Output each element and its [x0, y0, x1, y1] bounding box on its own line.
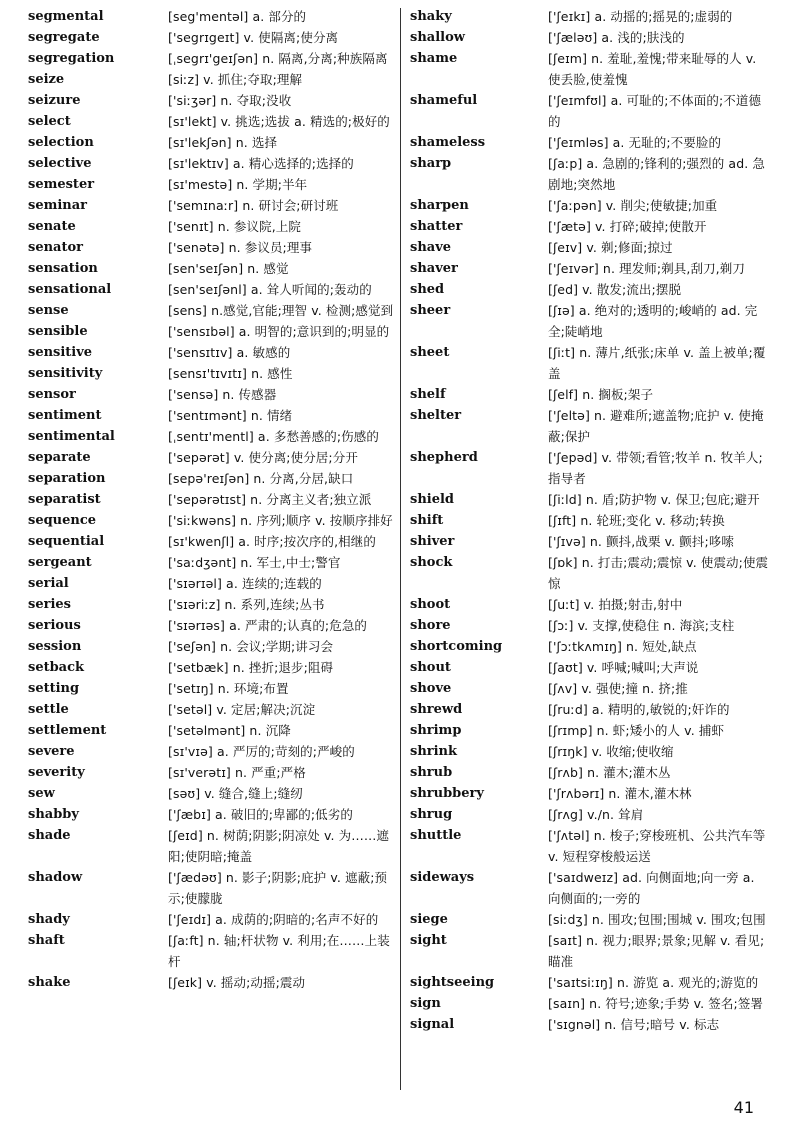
dictionary-entry: [28, 762, 400, 783]
dictionary-entry: [28, 867, 400, 909]
dictionary-entry: [28, 300, 400, 321]
dictionary-entry: [410, 489, 770, 510]
definition: [sɪ'mestə] n. 学期;半年: [168, 177, 308, 192]
headword: shed: [410, 282, 445, 297]
headword: sentiment: [28, 408, 102, 423]
headword: sightseeing: [410, 975, 495, 990]
headword: shield: [410, 492, 455, 507]
definition: [sɪ'vɪə] a. 严厉的;苛刻的;严峻的: [168, 744, 355, 759]
dictionary-entry: [28, 972, 400, 993]
headword: shaft: [28, 933, 65, 948]
definition: ['semɪnaːr] n. 研讨会;研讨班: [168, 198, 339, 213]
dictionary-entry: [410, 216, 770, 237]
definition: [ʃaːft] n. 轴;杆状物 v. 利用;在……上装杆: [168, 933, 390, 969]
headword: sensitivity: [28, 366, 103, 381]
headword: sideways: [410, 870, 475, 885]
definition: ['sensə] n. 传感器: [168, 387, 277, 402]
dictionary-entry: [28, 132, 400, 153]
dictionary-entry: [410, 720, 770, 741]
definition: ['ʃædəʊ] n. 影子;阴影;庇护 v. 遮蔽;预示;使朦胧: [168, 870, 388, 906]
dictionary-entry: [28, 741, 400, 762]
headword: sensation: [28, 261, 98, 276]
dictionary-entry: [410, 300, 770, 342]
dictionary-entry: [28, 258, 400, 279]
headword: sharp: [410, 156, 452, 171]
dictionary-entry: [28, 825, 400, 867]
definition: ['ʃaːpən] v. 削尖;使敏捷;加重: [548, 198, 718, 213]
definition: [ʃrʌb] n. 灌木;灌木丛: [548, 765, 671, 780]
headword: signal: [410, 1017, 455, 1032]
definition: ['sepərət] v. 使分离;使分居;分开: [168, 450, 358, 465]
definition: [ˌsegrɪ'geɪʃən] n. 隔离,分离;种族隔离: [168, 51, 388, 66]
headword: separatist: [28, 492, 101, 507]
definition: [ʃrɪŋk] v. 收缩;使收缩: [548, 744, 674, 759]
definition: [ʃaʊt] v. 呼喊;喊叫;大声说: [548, 660, 699, 675]
definition: ['senətə] n. 参议员;理事: [168, 240, 313, 255]
definition: [ʃelf] n. 搁板;架子: [548, 387, 654, 402]
headword: sharpen: [410, 198, 469, 213]
definition: [ʃuːt] v. 拍摄;射击,射中: [548, 597, 683, 612]
definition: ['ʃɪvə] n. 颤抖,战栗 v. 颤抖;哆嗦: [548, 534, 734, 549]
definition: ['segrɪgeɪt] v. 使隔离;使分离: [168, 30, 339, 45]
headword: seminar: [28, 198, 88, 213]
headword: shrink: [410, 744, 458, 759]
column-divider: [400, 8, 401, 1090]
definition: ['sɪərɪəs] a. 严肃的;认真的;危急的: [168, 618, 368, 633]
definition: [sen'seɪʃən] n. 感觉: [168, 261, 289, 276]
definition: ['sepərətɪst] n. 分离主义者;独立派: [168, 492, 372, 507]
headword: series: [28, 597, 71, 612]
definition: [sen'seɪʃənl] a. 耸人听闻的;轰动的: [168, 282, 372, 297]
dictionary-entry: [410, 258, 770, 279]
definition: [sɪ'lekt] v. 挑选;选拔 a. 精选的;极好的: [168, 114, 390, 129]
definition: [sepə'reɪʃən] n. 分离,分居,缺口: [168, 471, 354, 486]
dictionary-entry: [28, 279, 400, 300]
definition: [səʊ] v. 缝合,缝上;缝纫: [168, 786, 303, 801]
dictionary-entry: [410, 699, 770, 720]
definition: [ʃed] v. 散发;流出;摆脱: [548, 282, 682, 297]
dictionary-entry: [410, 195, 770, 216]
definition: [ʃeɪd] n. 树荫;阴影;阴凉处 v. 为……遮阳;使阴暗;掩盖: [168, 828, 390, 864]
definition: [seg'mentəl] a. 部分的: [168, 9, 307, 24]
dictionary-entry: [410, 867, 770, 909]
dictionary-entry: [410, 804, 770, 825]
dictionary-entry: [28, 699, 400, 720]
headword: shrubbery: [410, 786, 484, 801]
definition: [ʃeɪv] v. 剃;修面;掠过: [548, 240, 673, 255]
dictionary-entry: [410, 909, 770, 930]
definition: [ʃɪft] n. 轮班;变化 v. 移动;转换: [548, 513, 725, 528]
headword: shore: [410, 618, 451, 633]
headword: siege: [410, 912, 448, 927]
definition: ['ʃæbɪ] a. 破旧的;卑鄙的;低劣的: [168, 807, 353, 822]
definition: ['setəlmənt] n. 沉降: [168, 723, 291, 738]
headword: shameless: [410, 135, 486, 150]
dictionary-entry: [28, 594, 400, 615]
dictionary-entry: [410, 384, 770, 405]
dictionary-entry: [28, 48, 400, 69]
headword: sergeant: [28, 555, 92, 570]
dictionary-entry: [28, 552, 400, 573]
dictionary-entry: [28, 678, 400, 699]
dictionary-entry: [410, 132, 770, 153]
definition: [ʃʌv] v. 强使;撞 n. 挤;推: [548, 681, 688, 696]
dictionary-entry: [28, 195, 400, 216]
dictionary-entry: [28, 90, 400, 111]
dictionary-entry: [410, 993, 770, 1014]
headword: shaver: [410, 261, 458, 276]
definition: ['seʃən] n. 会议;学期;讲习会: [168, 639, 334, 654]
headword: segregate: [28, 30, 100, 45]
headword: segregation: [28, 51, 115, 66]
dictionary-entry: [28, 615, 400, 636]
headword: separation: [28, 471, 106, 486]
definition: [ʃeɪk] v. 摇动;动摇;震动: [168, 975, 306, 990]
headword: shade: [28, 828, 71, 843]
headword: shoot: [410, 597, 451, 612]
dictionary-entry: [410, 1014, 770, 1035]
headword: sheer: [410, 303, 451, 318]
definition: ['ʃæləʊ] a. 浅的;肤浅的: [548, 30, 685, 45]
headword: sentimental: [28, 429, 115, 444]
dictionary-entry: [410, 447, 770, 489]
dictionary-entry: [410, 279, 770, 300]
dictionary-entry: [410, 636, 770, 657]
headword: sign: [410, 996, 441, 1011]
definition: [ʃrɪmp] n. 虾;矮小的人 v. 捕虾: [548, 723, 725, 738]
headword: shiver: [410, 534, 455, 549]
dictionary-entry: [410, 153, 770, 195]
headword: shatter: [410, 219, 463, 234]
headword: shrug: [410, 807, 453, 822]
definition: ['setbæk] n. 挫折;退步;阻碍: [168, 660, 334, 675]
headword: serial: [28, 576, 69, 591]
dictionary-entry: [28, 930, 400, 972]
dictionary-entry: [28, 27, 400, 48]
definition: [ʃruːd] a. 精明的,敏锐的;奸诈的: [548, 702, 730, 717]
definition: [ʃɔː] v. 支撑,使稳住 n. 海滨;支柱: [548, 618, 735, 633]
definition: [ˌsentɪ'mentl] a. 多愁善感的;伤感的: [168, 429, 379, 444]
definition: [siːz] v. 抓住;夺取;理解: [168, 72, 303, 87]
definition: ['ʃeɪkɪ] a. 动摇的;摇晃的;虚弱的: [548, 9, 733, 24]
definition: ['ʃɔːtkʌmɪŋ] n. 短处,缺点: [548, 639, 697, 654]
headword: shake: [28, 975, 71, 990]
headword: separate: [28, 450, 91, 465]
dictionary-entry: [410, 531, 770, 552]
definition: ['saɪtsiːɪŋ] n. 游览 a. 观光的;游览的: [548, 975, 759, 990]
headword: shameful: [410, 93, 478, 108]
headword: sheet: [410, 345, 450, 360]
definition: ['ʃepəd] v. 带领;看管;牧羊 n. 牧羊人;指导者: [548, 450, 763, 486]
dictionary-entry: [410, 741, 770, 762]
definition: ['ʃeɪvər] n. 理发师;剃具,刮刀,剃刀: [548, 261, 745, 276]
headword: shave: [410, 240, 452, 255]
definition: ['senɪt] n. 参议院,上院: [168, 219, 301, 234]
definition: [ʃiːt] n. 薄片,纸张;床单 v. 盖上被单;覆盖: [548, 345, 766, 381]
definition: [ʃeɪm] n. 羞耻,羞愧;带来耻辱的人 v. 使丢脸,使羞愧: [548, 51, 757, 87]
definition: ['sentɪmənt] n. 情绪: [168, 408, 293, 423]
definition: ['sensɪtɪv] a. 敏感的: [168, 345, 291, 360]
headword: setback: [28, 660, 85, 675]
headword: severity: [28, 765, 85, 780]
dictionary-entry: [28, 531, 400, 552]
definition: [ʃrʌg] v./n. 耸肩: [548, 807, 644, 822]
definition: ['saɪdweɪz] ad. 向侧面地;向一旁 a. 向侧面的;一旁的: [548, 870, 755, 906]
left-column: [28, 6, 400, 993]
right-column: [410, 6, 770, 1035]
dictionary-entry: [410, 972, 770, 993]
dictionary-entry: [410, 27, 770, 48]
dictionary-entry: [28, 174, 400, 195]
dictionary-entry: [28, 804, 400, 825]
headword: serious: [28, 618, 81, 633]
dictionary-entry: [28, 237, 400, 258]
definition: ['setɪŋ] n. 环境;布置: [168, 681, 289, 696]
dictionary-entry: [28, 657, 400, 678]
definition: [ʃaːp] a. 急剧的;锋利的;强烈的 ad. 急剧地;突然地: [548, 156, 765, 192]
dictionary-entry: [28, 573, 400, 594]
definition: ['ʃeɪdɪ] a. 成荫的;阴暗的;名声不好的: [168, 912, 379, 927]
definition: ['sɪgnəl] n. 信号;暗号 v. 标志: [548, 1017, 720, 1032]
dictionary-entry: [28, 426, 400, 447]
definition: ['saːdʒənt] n. 军士,中士;警官: [168, 555, 341, 570]
headword: shabby: [28, 807, 79, 822]
definition: ['setəl] v. 定居;解决;沉淀: [168, 702, 316, 717]
headword: sensible: [28, 324, 88, 339]
dictionary-entry: [410, 930, 770, 972]
headword: select: [28, 114, 71, 129]
definition: [sensɪ'tɪvɪtɪ] n. 感性: [168, 366, 293, 381]
definition: [ʃɪə] a. 绝对的;透明的;峻峭的 ad. 完全;陡峭地: [548, 303, 758, 339]
headword: seizure: [28, 93, 81, 108]
dictionary-entry: [410, 825, 770, 867]
dictionary-entry: [28, 447, 400, 468]
dictionary-entry: [28, 510, 400, 531]
dictionary-entry: [28, 720, 400, 741]
headword: shrewd: [410, 702, 463, 717]
definition: ['ʃeɪmləs] a. 无耻的;不要脸的: [548, 135, 722, 150]
definition: ['sɪərɪəl] a. 连续的;连载的: [168, 576, 322, 591]
dictionary-entry: [28, 363, 400, 384]
dictionary-entry: [410, 90, 770, 132]
definition: [sɪ'lekʃən] n. 选择: [168, 135, 278, 150]
dictionary-entry: [410, 6, 770, 27]
dictionary-entry: [28, 384, 400, 405]
page-number: 41: [733, 1098, 754, 1117]
dictionary-entry: [28, 342, 400, 363]
headword: seize: [28, 72, 65, 87]
dictionary-entry: [28, 468, 400, 489]
definition: [siːdʒ] n. 围攻;包围;围城 v. 围攻;包围: [548, 912, 766, 927]
dictionary-entry: [28, 489, 400, 510]
headword: session: [28, 639, 82, 654]
dictionary-entry: [410, 657, 770, 678]
definition: [saɪn] n. 符号;迹象;手势 v. 签名;签署: [548, 996, 764, 1011]
dictionary-entry: [410, 594, 770, 615]
headword: setting: [28, 681, 80, 696]
dictionary-entry: [410, 342, 770, 384]
headword: selection: [28, 135, 94, 150]
headword: senate: [28, 219, 76, 234]
definition: [sɪ'kwenʃl] a. 时序;按次序的,相继的: [168, 534, 376, 549]
dictionary-entry: [28, 783, 400, 804]
definition: [ʃɒk] n. 打击;震动;震惊 v. 使震动;使震惊: [548, 555, 769, 591]
headword: segmental: [28, 9, 104, 24]
dictionary-entry: [28, 405, 400, 426]
headword: shelf: [410, 387, 446, 402]
dictionary-entry: [28, 909, 400, 930]
dictionary-entry: [410, 405, 770, 447]
dictionary-entry: [28, 636, 400, 657]
dictionary-entry: [28, 6, 400, 27]
headword: shove: [410, 681, 452, 696]
headword: semester: [28, 177, 95, 192]
definition: [sɪ'verətɪ] n. 严重;严格: [168, 765, 306, 780]
definition: [sɪ'lektɪv] a. 精心选择的;选择的: [168, 156, 354, 171]
headword: shrub: [410, 765, 453, 780]
dictionary-entry: [28, 321, 400, 342]
dictionary-entry: [28, 216, 400, 237]
headword: shame: [410, 51, 458, 66]
dictionary-entry: [410, 510, 770, 531]
dictionary-entry: [410, 615, 770, 636]
headword: shock: [410, 555, 453, 570]
headword: sensor: [28, 387, 76, 402]
headword: shuttle: [410, 828, 462, 843]
headword: shadow: [28, 870, 83, 885]
headword: sensational: [28, 282, 112, 297]
headword: severe: [28, 744, 75, 759]
definition: ['ʃʌtəl] n. 梭子;穿梭班机、公共汽车等 v. 短程穿梭般运送: [548, 828, 766, 864]
dictionary-entry: [410, 552, 770, 594]
dictionary-entry: [410, 762, 770, 783]
headword: sense: [28, 303, 69, 318]
definition: ['ʃeɪmfʊl] a. 可耻的;不体面的;不道德的: [548, 93, 762, 129]
definition: ['siːkwəns] n. 序列;顺序 v. 按顺序排好: [168, 513, 393, 528]
headword: shady: [28, 912, 70, 927]
dictionary-entry: [28, 153, 400, 174]
definition: ['ʃrʌbərɪ] n. 灌木,灌木林: [548, 786, 692, 801]
dictionary-entry: [28, 111, 400, 132]
dictionary-entry: [28, 69, 400, 90]
definition: ['sensɪbəl] a. 明智的;意识到的;明显的: [168, 324, 390, 339]
headword: settle: [28, 702, 69, 717]
headword: shift: [410, 513, 444, 528]
headword: shortcoming: [410, 639, 503, 654]
dictionary-entry: [410, 48, 770, 90]
headword: settlement: [28, 723, 107, 738]
dictionary-entry: [410, 237, 770, 258]
definition: ['ʃeltə] n. 避难所;遮盖物;庇护 v. 使掩蔽;保护: [548, 408, 764, 444]
headword: shallow: [410, 30, 465, 45]
headword: sequence: [28, 513, 97, 528]
headword: shelter: [410, 408, 462, 423]
headword: shepherd: [410, 450, 478, 465]
definition: [ʃiːld] n. 盾;防护物 v. 保卫;包庇;避开: [548, 492, 760, 507]
headword: sew: [28, 786, 55, 801]
headword: shaky: [410, 9, 452, 24]
dictionary-entry: [410, 783, 770, 804]
headword: senator: [28, 240, 83, 255]
headword: sequential: [28, 534, 105, 549]
definition: [sens] n.感觉,官能;理智 v. 检测;感觉到: [168, 303, 394, 318]
dictionary-entry: [410, 678, 770, 699]
definition: ['sɪəriːz] n. 系列,连续;丛书: [168, 597, 325, 612]
headword: shrimp: [410, 723, 462, 738]
headword: shout: [410, 660, 451, 675]
headword: selective: [28, 156, 92, 171]
definition: ['ʃætə] v. 打碎;破掉;使散开: [548, 219, 707, 234]
headword: sensitive: [28, 345, 93, 360]
definition: [saɪt] n. 视力;眼界;景象;见解 v. 看见;瞄准: [548, 933, 765, 969]
headword: sight: [410, 933, 447, 948]
definition: ['siːʒər] n. 夺取;没收: [168, 93, 292, 108]
